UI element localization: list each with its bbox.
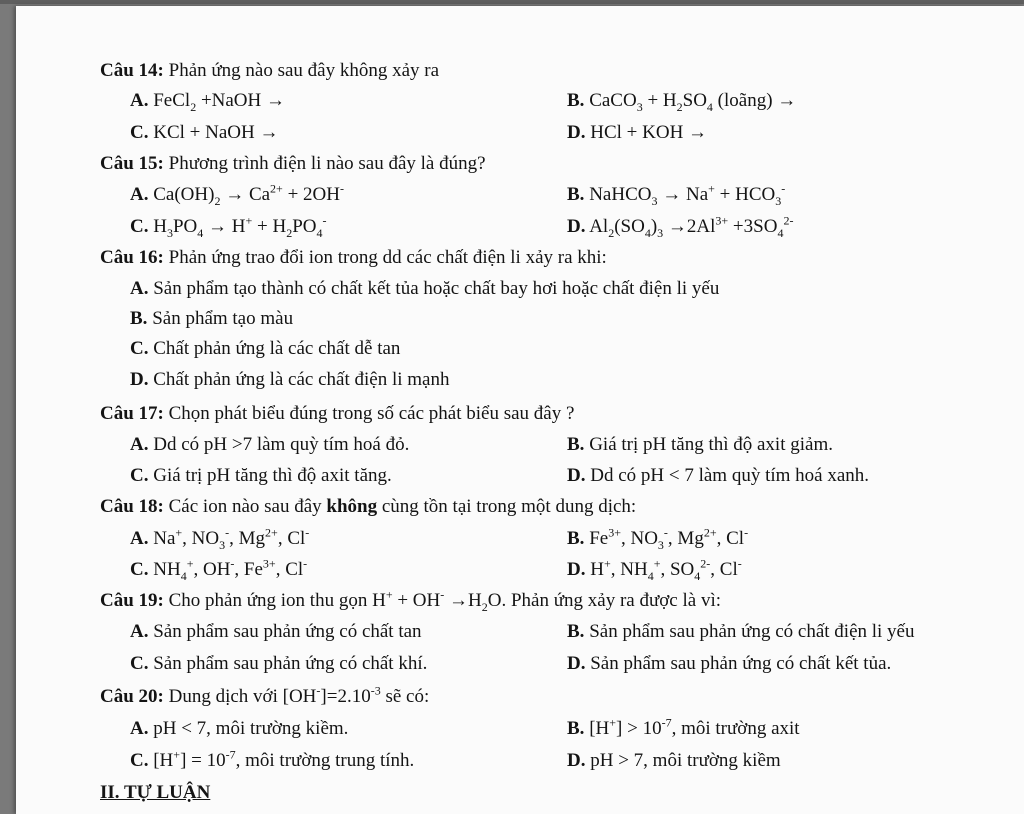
question-label: Câu 17:: [100, 403, 164, 424]
question-14: [100, 56, 1024, 86]
question-17: [100, 399, 1024, 429]
option-b: B. $[H^+] > 10^{-7}$, môi trường axit: [567, 715, 800, 739]
option-d: D. Chất phản ứng là các chất điện li mạnh: [130, 369, 450, 390]
option-b: B. Giá trị pH tăng thì độ axit giảm.: [567, 434, 833, 455]
option-a: A. Na+, $NO_3^-$, $Mg^{2+}$, Cl-: [130, 525, 310, 552]
question-19: [100, 586, 1024, 616]
option-d: D. HCl + KOH →: [567, 122, 708, 143]
options-row: [16, 461, 1024, 491]
option-a: A. Dd có pH >7 làm quỳ tím hoá đỏ.: [130, 434, 410, 455]
question-text: Phương trình điện li nào sau đây là đúng?: [168, 153, 486, 174]
question-18: [100, 492, 1024, 522]
question-text: Chọn phát biểu đúng trong số các phát biểu sau đây ?: [168, 403, 575, 424]
options-row: [16, 334, 1024, 364]
option-a: A. Sản phẩm tạo thành có chất kết tủa hoặc chất bay hơi hoặc chất điện li yếu: [130, 278, 720, 299]
question-label: Câu 15:: [100, 153, 164, 174]
question-label: Câu 19:: [100, 590, 164, 611]
viewer-top-bar: [0, 0, 1024, 4]
option-c: C. $[H^+] = 10^{-7}$, môi trường trung tính.: [130, 747, 415, 771]
option-c: C. Chất phản ứng là các chất dễ tan: [130, 338, 401, 359]
question-label: Câu 16:: [100, 247, 164, 268]
options-row: [16, 118, 1024, 148]
question-text: Phản ứng nào sau đây không xảy ra: [168, 60, 440, 81]
question-20: [100, 682, 1024, 712]
section-heading: II. TỰ LUẬN: [100, 782, 211, 803]
options-row: [16, 212, 1024, 242]
options-row: [16, 365, 1024, 395]
options-row: [16, 304, 1024, 334]
question-text: Cho phản ứng ion thu gọn $H^+ + OH^- \to H_2O$. Phản ứng xảy ra được là vì:: [168, 587, 722, 614]
options-row: [16, 746, 1024, 776]
options-row: [16, 524, 1024, 554]
option-c: C. Sản phẩm sau phản ứng có chất khí.: [130, 653, 428, 674]
option-b: B. NaHCO$_3$ → $Na^+ + HCO_3^-$: [567, 181, 786, 208]
option-c: C. $NH_4^+$, OH-, $Fe^{3+}$, Cl-: [130, 556, 308, 583]
option-c: C. KCl + NaOH →: [130, 122, 279, 143]
option-b: B. Sản phẩm tạo màu: [130, 308, 294, 329]
option-d: D. $Al_2(SO_4)_3 \to 2Al^{3+} +3SO_4^{2-}$: [567, 213, 794, 240]
options-row: [16, 430, 1024, 460]
options-row: [16, 180, 1024, 210]
option-a: A. FeCl$_2$ +NaOH →: [130, 90, 285, 114]
options-row: [16, 649, 1024, 679]
options-row: [16, 86, 1024, 116]
question-label: Câu 20:: [100, 686, 164, 707]
question-label: Câu 18:: [100, 496, 164, 517]
option-c: C. Giá trị pH tăng thì độ axit tăng.: [130, 465, 392, 486]
option-d: D. pH > 7, môi trường kiềm: [567, 750, 781, 771]
options-row: [16, 714, 1024, 744]
document-page: [16, 6, 1024, 814]
option-a: A. Sản phẩm sau phản ứng có chất tan: [130, 621, 422, 642]
option-b: B. $Fe^{3+}$, $NO_3^-$, $Mg^{2+}$, Cl-: [567, 525, 749, 552]
question-text: Dung dịch với $[OH^-]=2.10^{-3}$ sẽ có:: [168, 683, 430, 707]
question-text: Phản ứng trao đổi ion trong dd các chất điện li xảy ra khi:: [168, 247, 607, 268]
question-16: [100, 243, 1024, 273]
options-row: [16, 555, 1024, 585]
option-d: D. Sản phẩm sau phản ứng có chất kết tủa.: [567, 653, 892, 674]
question-15: [100, 149, 1024, 179]
option-a: A. pH < 7, môi trường kiềm.: [130, 718, 349, 739]
question-label: Câu 14:: [100, 60, 164, 81]
option-d: D. Dd có pH < 7 làm quỳ tím hoá xanh.: [567, 465, 870, 486]
option-c: C. $H_3PO_4 \to H^+ + H_2PO_4^-$: [130, 213, 327, 240]
option-b: B. Sản phẩm sau phản ứng có chất điện li yếu: [567, 621, 915, 642]
option-a: A. $Ca(OH)_2 \to Ca^{2+} + 2OH^-$: [130, 181, 344, 208]
options-row: [16, 274, 1024, 304]
option-d: D. H+, $NH_4^+$, $SO_4^{2-}$, Cl-: [567, 556, 742, 583]
option-b: B. CaCO$_3$ + $H_2SO_4$ (loãng) →: [567, 90, 797, 114]
question-text: Các ion nào sau đây không cùng tồn tại trong một dung dịch:: [168, 496, 637, 517]
options-row: [16, 617, 1024, 647]
